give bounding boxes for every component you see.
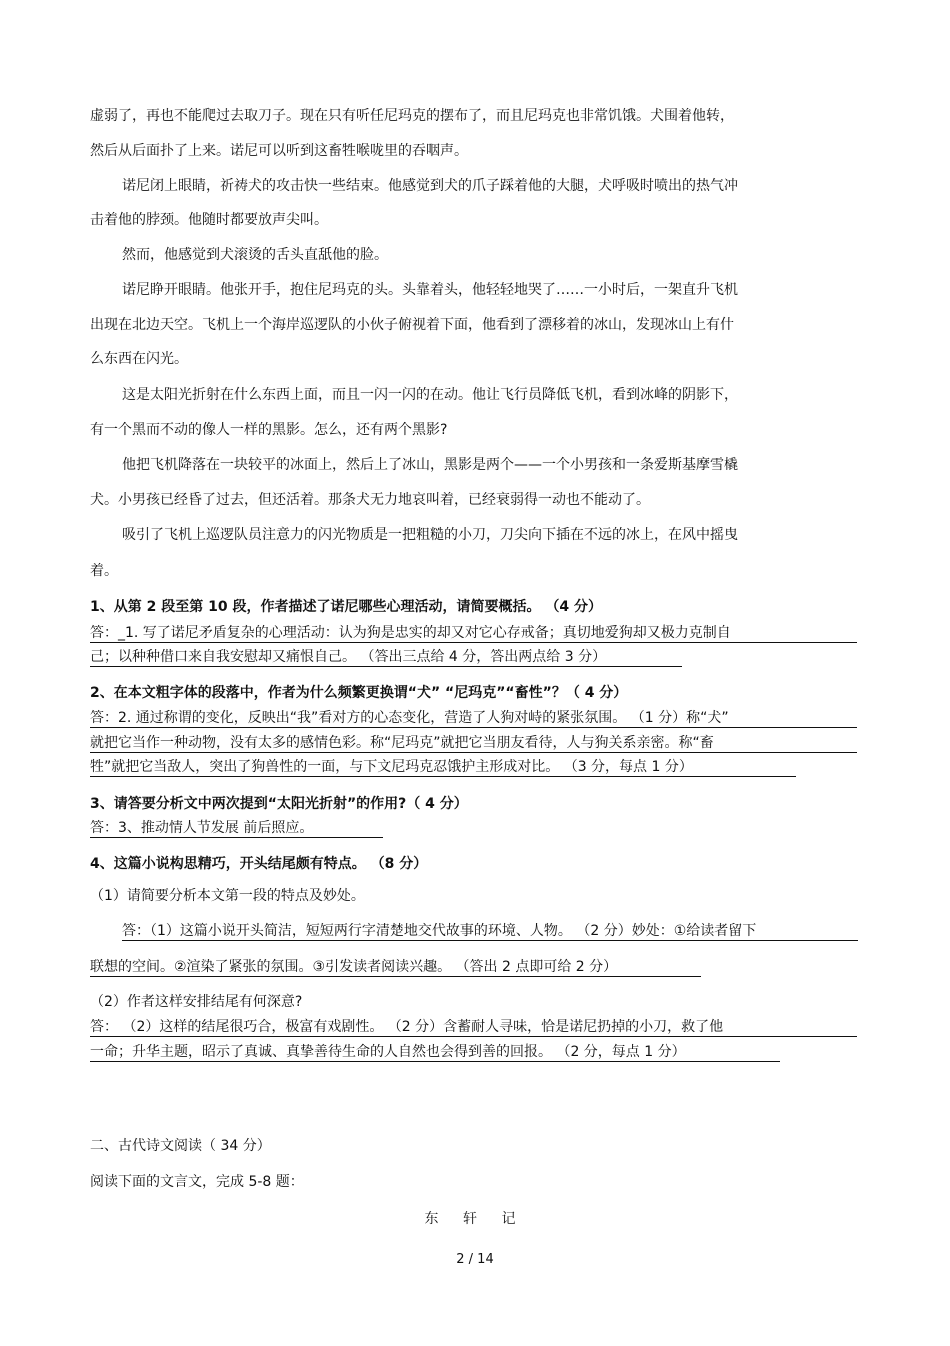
answer-4-1-l2: 联想的空间。②渲染了紧张的氛围。③引发读者阅读兴趣。 （答出 2 点即可给 2 分） [90, 958, 701, 977]
question-2: 2、在本文粗字体的段落中，作者为什么频繁更换谓“犬” “尼玛克”“畜性”？（ 4 分） [90, 685, 628, 701]
answer-4-2-l1: 答： （2）这样的结尾很巧合，极富有戏剧性。 （2 分）含蓄耐人寻味，恰是诺尼扔掉的小刀，救了他 [90, 1018, 857, 1037]
answer-1-l1: 答：_1. 写了诺尼矛盾复杂的心理活动：认为狗是忠实的却又对它心存戒备；真切地爱狗却又极力克制自 [90, 624, 857, 643]
story-p6-l1: 他把飞机降落在一块较平的冰面上，然后上了冰山，黑影是两个——一个小男孩和一条爱斯基摩雪橇 [122, 457, 738, 473]
story-p5-l1: 这是太阳光折射在什么东西上面，而且一闪一闪的在动。他让飞行员降低飞机，看到冰峰的阴影下， [122, 387, 738, 403]
story-p4-l1: 诺尼睁开眼睛。他张开手，抱住尼玛克的头。头靠着头，他轻轻地哭了……一小时后，一架直升飞机 [122, 282, 738, 298]
page-number: 2 / 14 [456, 1252, 494, 1267]
story-p7-l2: 着。 [90, 563, 118, 579]
answer-3-l1: 答：3、推动情人节发展 前后照应。 [90, 819, 383, 838]
question-1: 1、从第 2 段至第 10 段，作者描述了诺尼哪些心理活动，请简要概括。 （4 分） [90, 599, 602, 615]
answer-1-l2: 己；以种种借口来自我安慰却又痛恨自己。 （答出三点给 4 分，答出两点给 3 分） [90, 648, 682, 667]
story-p5-l2: 有一个黑而不动的像人一样的黑影。怎么，还有两个黑影? [90, 422, 448, 438]
question-4-sub2: （2）作者这样安排结尾有何深意? [90, 994, 303, 1010]
story-p7-l1: 吸引了飞机上巡逻队员注意力的闪光物质是一把粗糙的小刀，刀尖向下插在不远的冰上，在风中摇曳 [122, 527, 738, 543]
question-3: 3、请答要分析文中两次提到“太阳光折射”的作用?（ 4 分） [90, 796, 468, 812]
section-heading: 二、古代诗文阅读（ 34 分） [90, 1138, 271, 1154]
story-p1-l1: 虚弱了，再也不能爬过去取刀子。现在只有听任尼玛克的摆布了，而且尼玛克也非常饥饿。犬围着他转， [90, 108, 734, 124]
story-p2-l2: 击着他的脖颈。他随时都要放声尖叫。 [90, 212, 328, 228]
story-p2-l1: 诺尼闭上眼睛，祈祷犬的攻击快一些结束。他感觉到犬的爪子踩着他的大腿，犬呼吸时喷出的热气冲 [122, 178, 738, 194]
story-p4-l2: 出现在北边天空。飞机上一个海岸巡逻队的小伙子俯视着下面，他看到了漂移着的冰山，发现冰山上有什 [90, 317, 734, 333]
story-p4-l3: 么东西在闪光。 [90, 351, 188, 367]
question-4: 4、这篇小说构思精巧，开头结尾颇有特点。 （8 分） [90, 856, 428, 872]
section-instruction: 阅读下面的文言文，完成 5-8 题： [90, 1174, 304, 1190]
answer-2-l3: 牲”就把它当敌人，突出了狗兽性的一面，与下文尼玛克忍饿护主形成对比。 （3 分，每点 1 分） [90, 758, 796, 777]
answer-4-2-l2: 一命；升华主题，昭示了真诚、真挚善待生命的人自然也会得到善的回报。 （2 分，每点 1 分） [90, 1043, 780, 1062]
answer-2-l1: 答：2. 通过称谓的变化，反映出“我”看对方的心态变化，营造了人狗对峙的紧张氛围。 （1 分）称“犬” [90, 709, 857, 728]
answer-4-1-l1: 答：（1）这篇小说开头简洁，短短两行字清楚地交代故事的环境、人物。 （2 分）妙处：①给读者留下 [122, 922, 858, 941]
story-p1-l2: 然后从后面扑了上来。诺尼可以听到这畜牲喉咙里的吞咽声。 [90, 143, 468, 159]
question-4-sub1: （1）请简要分析本文第一段的特点及妙处。 [90, 888, 365, 904]
answer-2-l2: 就把它当作一种动物，没有太多的感情色彩。称“尼玛克”就把它当朋友看待，人与狗关系亲密。称“畜 [90, 734, 857, 753]
essay-title: 东 轩 记 [424, 1211, 526, 1227]
story-p6-l2: 犬。小男孩已经昏了过去，但还活着。那条犬无力地哀叫着，已经衰弱得一动也不能动了。 [90, 492, 650, 508]
story-p3-l1: 然而，他感觉到犬滚烫的舌头直舐他的脸。 [122, 247, 388, 263]
